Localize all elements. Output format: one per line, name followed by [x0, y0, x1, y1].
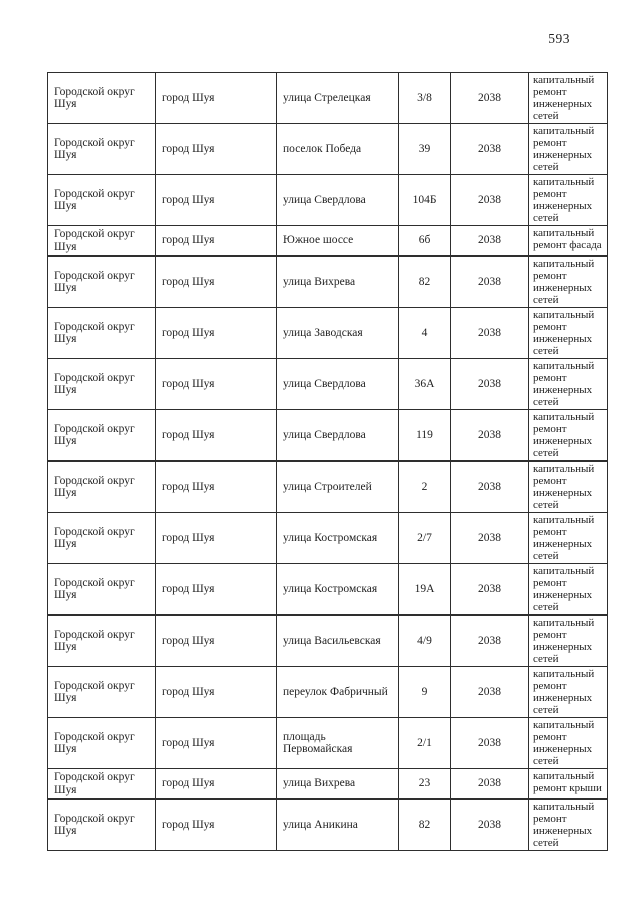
cell-street: улица Васильевская: [277, 615, 399, 667]
cell-year: 2038: [451, 667, 529, 718]
cell-house-number: 2: [399, 461, 451, 513]
cell-district: Городской округ Шуя: [48, 410, 156, 462]
cell-year: 2038: [451, 718, 529, 769]
table-row: [48, 410, 608, 462]
cell-year: 2038: [451, 73, 529, 124]
cell-house-number: 82: [399, 799, 451, 851]
cell-work-type: капитальный ремонт инженерных сетей: [529, 615, 608, 667]
cell-city: город Шуя: [156, 718, 277, 769]
cell-city: город Шуя: [156, 359, 277, 410]
cell-street: улица Костромская: [277, 513, 399, 564]
cell-work-type: капитальный ремонт инженерных сетей: [529, 667, 608, 718]
cell-year: 2038: [451, 564, 529, 616]
cell-city: город Шуя: [156, 124, 277, 175]
cell-work-type: капитальный ремонт инженерных сетей: [529, 256, 608, 308]
table-row: [48, 175, 608, 226]
table-row: [48, 73, 608, 124]
cell-street: поселок Победа: [277, 124, 399, 175]
cell-house-number: 82: [399, 256, 451, 308]
cell-district: Городской округ Шуя: [48, 359, 156, 410]
cell-house-number: 36А: [399, 359, 451, 410]
repair-schedule-table: [47, 72, 608, 851]
cell-house-number: 2/1: [399, 718, 451, 769]
cell-district: Городской округ Шуя: [48, 226, 156, 257]
cell-city: город Шуя: [156, 226, 277, 257]
cell-house-number: 9: [399, 667, 451, 718]
cell-year: 2038: [451, 226, 529, 257]
cell-district: Городской округ Шуя: [48, 175, 156, 226]
cell-house-number: 6б: [399, 226, 451, 257]
table-row: [48, 667, 608, 718]
cell-year: 2038: [451, 256, 529, 308]
cell-work-type: капитальный ремонт инженерных сетей: [529, 799, 608, 851]
table-row: [48, 226, 608, 257]
cell-work-type: капитальный ремонт инженерных сетей: [529, 308, 608, 359]
cell-work-type: капитальный ремонт крыши: [529, 769, 608, 800]
cell-house-number: 3/8: [399, 73, 451, 124]
cell-street: улица Свердлова: [277, 359, 399, 410]
cell-district: Городской округ Шуя: [48, 615, 156, 667]
cell-district: Городской округ Шуя: [48, 667, 156, 718]
cell-district: Городской округ Шуя: [48, 718, 156, 769]
cell-street: улица Костромская: [277, 564, 399, 616]
cell-street: улица Свердлова: [277, 410, 399, 462]
cell-street: улица Вихрева: [277, 769, 399, 800]
cell-year: 2038: [451, 513, 529, 564]
cell-city: город Шуя: [156, 513, 277, 564]
table-row: [48, 308, 608, 359]
cell-district: Городской округ Шуя: [48, 73, 156, 124]
cell-house-number: 119: [399, 410, 451, 462]
cell-street: улица Аникина: [277, 799, 399, 851]
table-row: [48, 615, 608, 667]
cell-house-number: 4: [399, 308, 451, 359]
cell-district: Городской округ Шуя: [48, 564, 156, 616]
table-row: [48, 799, 608, 851]
table-row: [48, 718, 608, 769]
cell-work-type: капитальный ремонт инженерных сетей: [529, 513, 608, 564]
cell-street: переулок Фабричный: [277, 667, 399, 718]
cell-work-type: капитальный ремонт инженерных сетей: [529, 175, 608, 226]
cell-street: Южное шоссе: [277, 226, 399, 257]
cell-year: 2038: [451, 410, 529, 462]
cell-street: улица Заводская: [277, 308, 399, 359]
cell-work-type: капитальный ремонт инженерных сетей: [529, 124, 608, 175]
cell-city: город Шуя: [156, 410, 277, 462]
cell-city: город Шуя: [156, 564, 277, 616]
cell-street: улица Свердлова: [277, 175, 399, 226]
cell-city: город Шуя: [156, 175, 277, 226]
cell-street: улица Вихрева: [277, 256, 399, 308]
table-body: [48, 73, 608, 851]
cell-house-number: 39: [399, 124, 451, 175]
cell-district: Городской округ Шуя: [48, 799, 156, 851]
cell-city: город Шуя: [156, 667, 277, 718]
cell-work-type: капитальный ремонт инженерных сетей: [529, 410, 608, 462]
table-row: [48, 124, 608, 175]
cell-year: 2038: [451, 124, 529, 175]
cell-city: город Шуя: [156, 799, 277, 851]
cell-year: 2038: [451, 308, 529, 359]
table-row: [48, 256, 608, 308]
cell-street: улица Стрелецкая: [277, 73, 399, 124]
cell-street: площадь Первомайская: [277, 718, 399, 769]
cell-year: 2038: [451, 461, 529, 513]
cell-year: 2038: [451, 359, 529, 410]
cell-city: город Шуя: [156, 615, 277, 667]
cell-city: город Шуя: [156, 769, 277, 800]
table-row: [48, 564, 608, 616]
cell-district: Городской округ Шуя: [48, 513, 156, 564]
cell-year: 2038: [451, 175, 529, 226]
cell-year: 2038: [451, 799, 529, 851]
cell-year: 2038: [451, 615, 529, 667]
cell-house-number: 19А: [399, 564, 451, 616]
cell-year: 2038: [451, 769, 529, 800]
table-row: [48, 769, 608, 800]
cell-district: Городской округ Шуя: [48, 124, 156, 175]
cell-city: город Шуя: [156, 73, 277, 124]
cell-work-type: капитальный ремонт инженерных сетей: [529, 73, 608, 124]
cell-house-number: 104Б: [399, 175, 451, 226]
cell-work-type: капитальный ремонт инженерных сетей: [529, 564, 608, 616]
cell-house-number: 2/7: [399, 513, 451, 564]
cell-city: город Шуя: [156, 308, 277, 359]
cell-work-type: капитальный ремонт инженерных сетей: [529, 461, 608, 513]
cell-work-type: капитальный ремонт инженерных сетей: [529, 359, 608, 410]
cell-house-number: 4/9: [399, 615, 451, 667]
page-number: 593: [548, 31, 570, 46]
cell-district: Городской округ Шуя: [48, 461, 156, 513]
cell-city: город Шуя: [156, 461, 277, 513]
cell-district: Городской округ Шуя: [48, 256, 156, 308]
cell-work-type: капитальный ремонт инженерных сетей: [529, 718, 608, 769]
cell-city: город Шуя: [156, 256, 277, 308]
table-row: [48, 513, 608, 564]
cell-district: Городской округ Шуя: [48, 769, 156, 800]
cell-work-type: капитальный ремонт фасада: [529, 226, 608, 257]
table-row: [48, 359, 608, 410]
cell-street: улица Строителей: [277, 461, 399, 513]
cell-district: Городской округ Шуя: [48, 308, 156, 359]
cell-house-number: 23: [399, 769, 451, 800]
table-row: [48, 461, 608, 513]
